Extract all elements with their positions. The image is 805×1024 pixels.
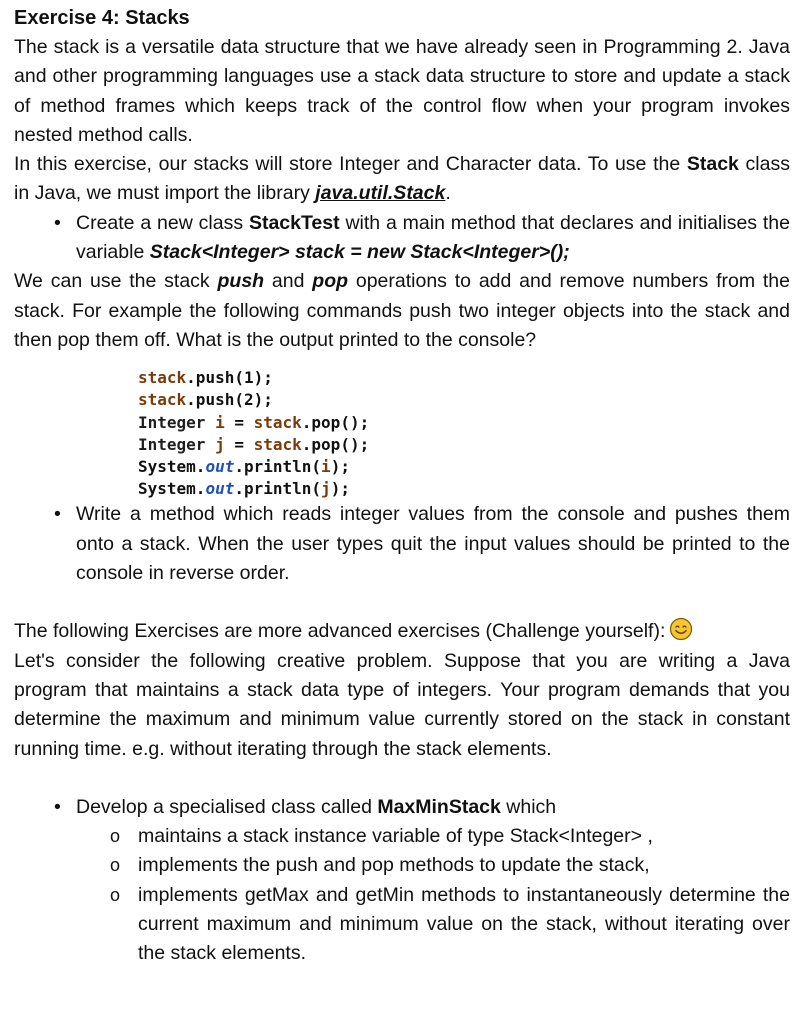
smiley-face-icon [669, 617, 693, 641]
page-title: Exercise 4: Stacks [14, 7, 190, 29]
list-item: • Create a new class StackTest with a main method that declares and initialises the variable Stack<Integer> stack = new Stack<Integer>(); [14, 209, 790, 268]
circle-bullet-icon: o [110, 884, 121, 905]
library-name: java.util.Stack [315, 182, 446, 205]
advanced-heading: The following Exercises are more advanced exercises (Challenge yourself): [14, 617, 790, 646]
stack-declaration: Stack<Integer> stack = new Stack<Integer>(); [149, 241, 570, 264]
circle-bullet-icon: o [110, 855, 121, 876]
bullet-icon: • [54, 503, 61, 526]
code-block: stack.push(1); stack.push(2); Integer i = stack.pop(); Integer j = stack.pop(); System.out.println(i); System.out.println(j); [138, 368, 370, 499]
bullet-icon: • [54, 211, 61, 234]
list-item: • Develop a specialised class called MaxMinStack which [14, 793, 790, 822]
document-page [14, 4, 790, 969]
intro-paragraph-2: In this exercise, our stacks will store Integer and Character data. To use the Stack class in Java, we must import the library java.util.Stack. [14, 153, 790, 205]
sub-list-item: o implements getMax and getMin methods to instantaneously determine the current maximum and minimum value on the stack, without iterating over the stack elements. [14, 881, 790, 969]
advanced-body: Let's consider the following creative problem. Suppose that you are writing a Java program that maintains a stack data type of integers. Your program demands that you determine the maximum and minimum value currently stored on the stack in constant running time. e.g. without iterating through the stack elements. [14, 649, 790, 760]
circle-bullet-icon: o [110, 826, 121, 847]
push-pop-paragraph: We can use the stack push and pop operations to add and remove numbers from the stack. For example the following commands push two integer objects into the stack and then pop them off. What is the output printed to the console? [14, 270, 790, 351]
sub-list-item: o implements the push and pop methods to update the stack, [14, 851, 790, 880]
list-item: • Write a method which reads integer values from the console and pushes them onto a stack. When the user types quit the input values should be printed to the console in reverse order. [14, 500, 790, 588]
bullet-icon: • [54, 795, 61, 818]
intro-paragraph-1: The stack is a versatile data structure that we have already seen in Programming 2. Java and other programming languages use a stack data structure to store and update a stack of method frames which keeps track of the control flow when your program invokes nested method calls. [14, 36, 790, 146]
sub-list-item: o maintains a stack instance variable of type Stack<Integer> , [14, 822, 790, 851]
